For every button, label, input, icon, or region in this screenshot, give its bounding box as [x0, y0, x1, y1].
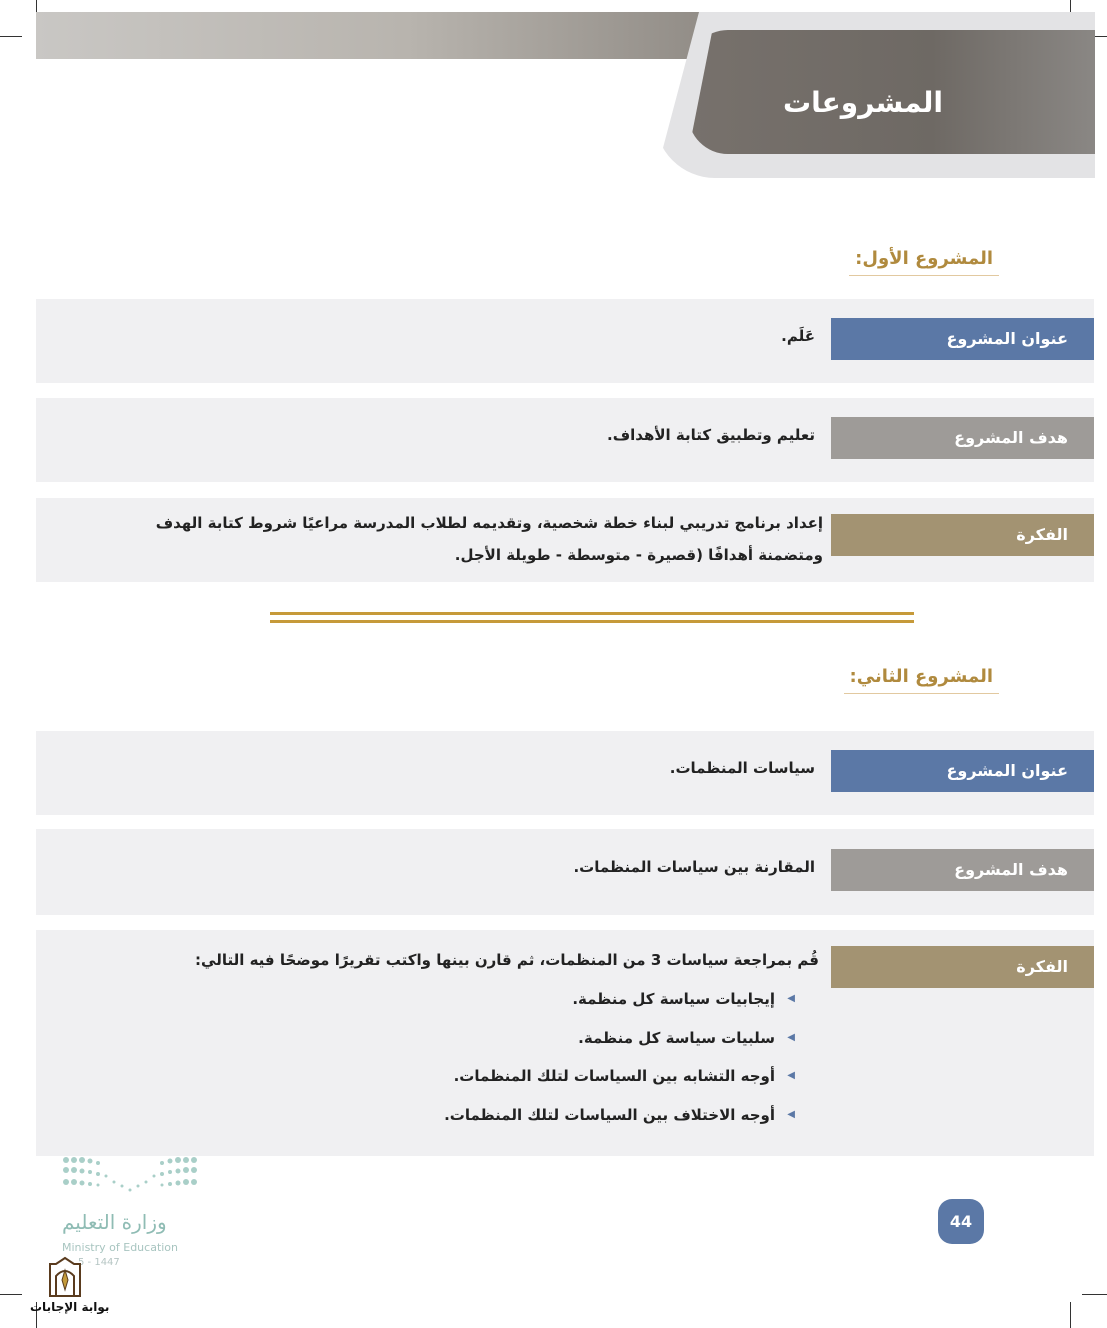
list-item: ◀ أوجه الاختلاف بين السياسات لتلك المنظمات. — [444, 1096, 801, 1135]
ministry-logo-icon — [62, 1156, 198, 1198]
project1-idea-line1: إعداد برنامج تدريبي لبناء خطة شخصية، وتقديمه لطلاب المدرسة مراعيًا شروط كتابة الهدف — [155, 514, 823, 532]
bullet-triangle-icon: ◀ — [787, 1108, 795, 1120]
project1-goal-label: هدف المشروع — [831, 417, 1094, 459]
project2-idea-label: الفكرة — [831, 946, 1094, 988]
crop-mark — [0, 1294, 22, 1295]
watermark-logo-icon — [44, 1256, 86, 1300]
project2-goal-value: المقارنة بين سياسات المنظمات. — [573, 858, 815, 876]
ministry-name-ar: وزارة التعليم — [62, 1210, 167, 1234]
watermark-text: بوابة الإجابات — [30, 1300, 110, 1314]
project1-goal-value: تعليم وتطبيق كتابة الأهداف. — [607, 426, 815, 444]
divider-line — [270, 620, 914, 623]
crop-mark — [1070, 1302, 1071, 1328]
divider-line — [270, 612, 914, 615]
project2-idea-intro: قُم بمراجعة سياسات 3 من المنظمات، ثم قارن بينها واكتب تقريرًا موضحًا فيه التالي: — [195, 951, 819, 969]
bullet-triangle-icon: ◀ — [787, 1070, 795, 1081]
page-title: المشروعات — [783, 86, 943, 119]
crop-mark — [0, 36, 22, 37]
bullet-triangle-icon: ◀ — [787, 1031, 795, 1043]
list-item: ◀ أوجه التشابه بين السياسات لتلك المنظمات. — [444, 1057, 801, 1096]
project2-bullet-list — [444, 980, 801, 1134]
edition-year: 5 - 1447 — [78, 1257, 120, 1268]
project1-title-label: عنوان المشروع — [831, 318, 1094, 360]
project1-idea-label: الفكرة — [831, 514, 1094, 556]
crop-mark — [1082, 1294, 1107, 1295]
ministry-name-en: Ministry of Education — [62, 1241, 179, 1254]
list-item: ◀ إيجابيات سياسة كل منظمة. — [444, 980, 801, 1019]
project2-title-label: عنوان المشروع — [831, 750, 1094, 792]
project1-title-value: عَلَم. — [781, 327, 815, 345]
project1-idea-line2: ومتضمنة أهدافًا (قصيرة - متوسطة - طويلة الأجل. — [454, 546, 823, 564]
bullet-triangle-icon: ◀ — [787, 993, 795, 1004]
project2-title-value: سياسات المنظمات. — [669, 759, 815, 777]
list-item: ◀ سلبيات سياسة كل منظمة. — [444, 1019, 801, 1058]
project2-heading: المشروع الثاني: — [844, 666, 999, 694]
page-number: 44 — [938, 1199, 984, 1244]
project1-heading: المشروع الأول: — [849, 248, 999, 276]
project2-goal-label: هدف المشروع — [831, 849, 1094, 891]
project1-idea-text — [156, 507, 823, 571]
